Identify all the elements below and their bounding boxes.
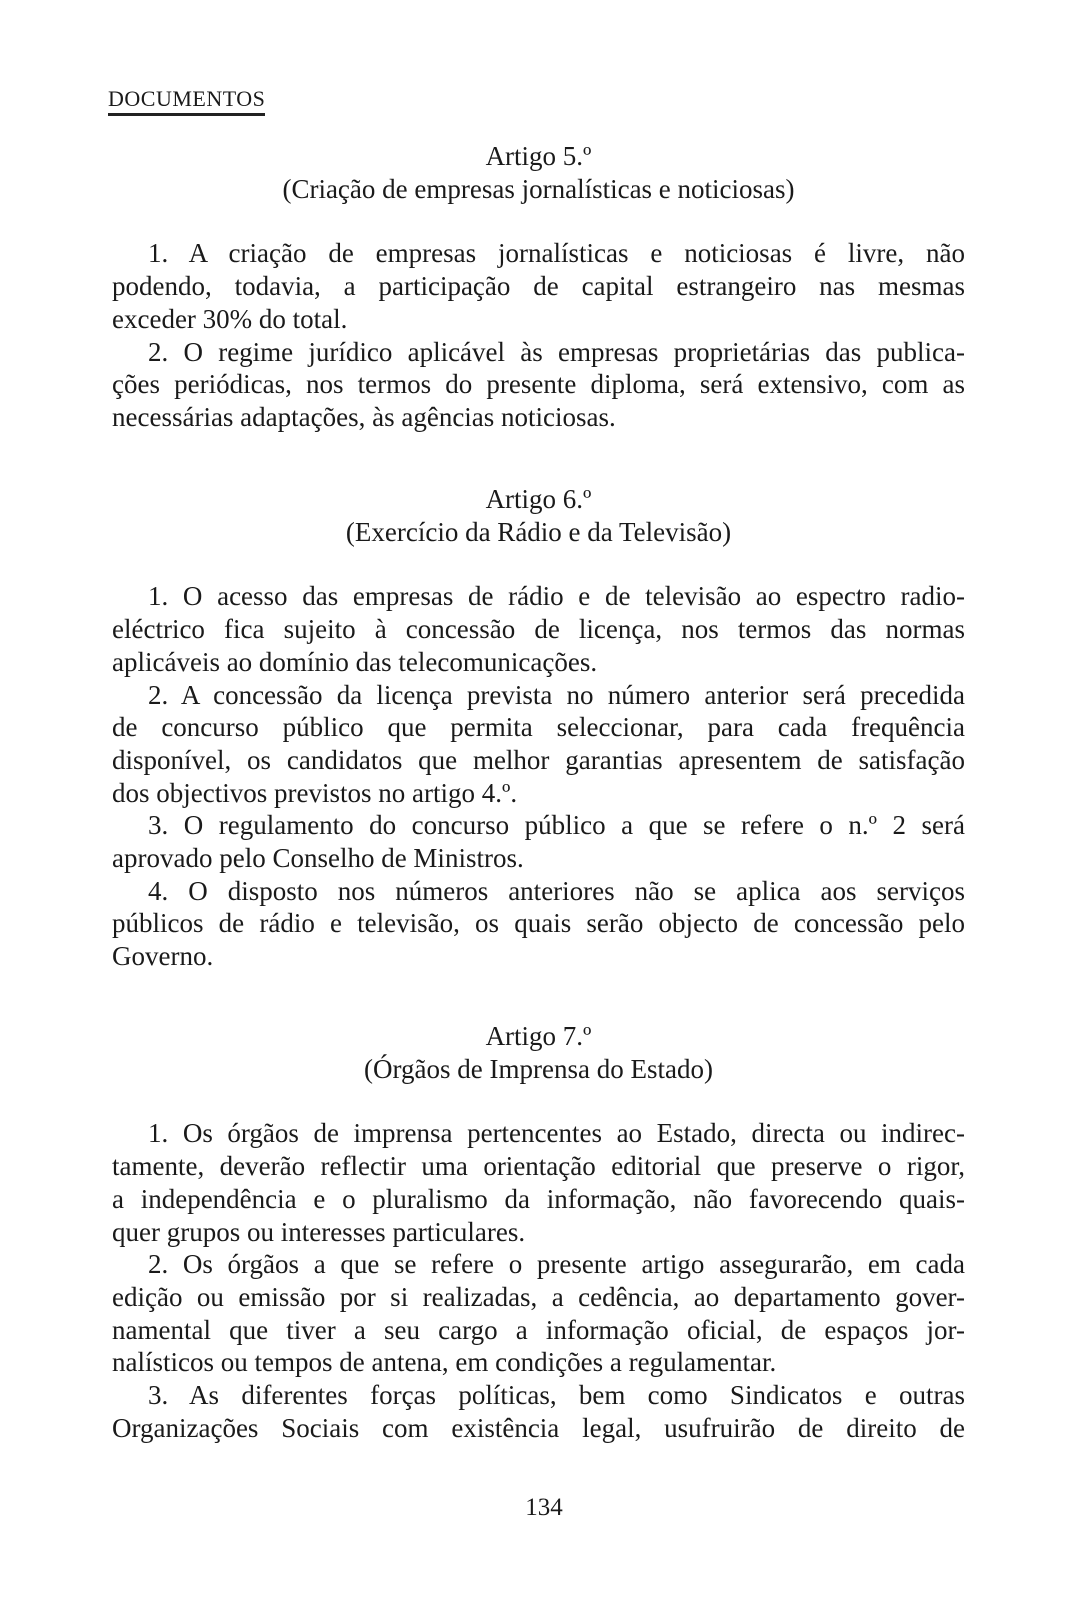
page-number: 134 (525, 1494, 563, 1521)
paragraph-line: 3. O regulamento do concurso público a que se refere o n.º 2 será (148, 810, 965, 841)
article-subtitle: (Órgãos de Imprensa do Estado) (364, 1053, 713, 1084)
paragraph-line: namental que tiver a seu cargo a informação oficial, de espaços jor- (112, 1314, 965, 1345)
paragraph-line: 1. O acesso das empresas de rádio e de televisão ao espectro radio- (148, 581, 965, 612)
paragraph-line: quer grupos ou interesses particulares. (112, 1216, 526, 1247)
paragraph-line: aprovado pelo Conselho de Ministros. (112, 843, 524, 874)
paragraph-line: disponível, os candidatos que melhor garantias apresentem de satisfação (112, 744, 965, 775)
paragraph-line: 2. A concessão da licença prevista no número anterior será precedida (148, 679, 965, 710)
paragraph-line: edição ou emissão por si realizadas, a cedência, ao departamento gover- (112, 1281, 965, 1312)
paragraph-line: nalísticos ou tempos de antena, em condições a regulamentar. (112, 1347, 777, 1378)
paragraph-line: a independência e o pluralismo da informação, não favorecendo quais- (112, 1183, 965, 1214)
article-title: Artigo 5.º (485, 141, 592, 171)
paragraph-line: públicos de rádio e televisão, os quais serão objecto de concessão pelo (112, 908, 965, 939)
paragraph-line: tamente, deverão reflectir uma orientação editorial que preserve o rigor, (112, 1151, 965, 1182)
paragraph-line: exceder 30% do total. (112, 303, 348, 334)
article-title: Artigo 7.º (485, 1021, 592, 1051)
paragraph-line: 4. O disposto nos números anteriores não se aplica aos serviços (148, 875, 965, 906)
article-6 (112, 483, 965, 973)
paragraph-line: dos objectivos previstos no artigo 4.º. (112, 777, 518, 808)
paragraph-line: necessárias adaptações, às agências noticiosas. (112, 401, 616, 432)
article-title: Artigo 6.º (485, 484, 592, 514)
paragraph-line: 3. As diferentes forças políticas, bem como Sindicatos e outras (148, 1380, 965, 1411)
paragraph-line: 2. Os órgãos a que se refere o presente artigo assegurarão, em cada (148, 1249, 965, 1280)
article-subtitle: (Exercício da Rádio e da Televisão) (345, 516, 732, 547)
paragraph-line: 2. O regime jurídico aplicável às empresas proprietárias das publica- (148, 336, 965, 367)
paragraph-line: 1. Os órgãos de imprensa pertencentes ao Estado, directa ou indirec- (148, 1118, 965, 1149)
paragraph-line: 1. A criação de empresas jornalísticas e noticiosas é livre, não (148, 238, 965, 269)
article-5 (112, 140, 965, 434)
paragraph-line: aplicáveis ao domínio das telecomunicações. (112, 646, 598, 677)
article-7 (112, 1020, 965, 1444)
paragraph-line: ções periódicas, nos termos do presente diploma, será extensivo, com as (112, 369, 965, 400)
paragraph-line: Governo. (112, 941, 214, 972)
paragraph-line: Organizações Sociais com existência legal, usufruirão de direito de (112, 1412, 965, 1443)
section-header: DOCUMENTOS (108, 86, 265, 116)
paragraph-line: eléctrico fica sujeito à concessão de licença, nos termos das normas (112, 614, 965, 645)
paragraph-line: de concurso público que permita seleccionar, para cada frequência (112, 712, 965, 743)
paragraph-line: podendo, todavia, a participação de capital estrangeiro nas mesmas (112, 271, 965, 302)
article-subtitle: (Criação de empresas jornalísticas e noticiosas) (282, 173, 795, 204)
